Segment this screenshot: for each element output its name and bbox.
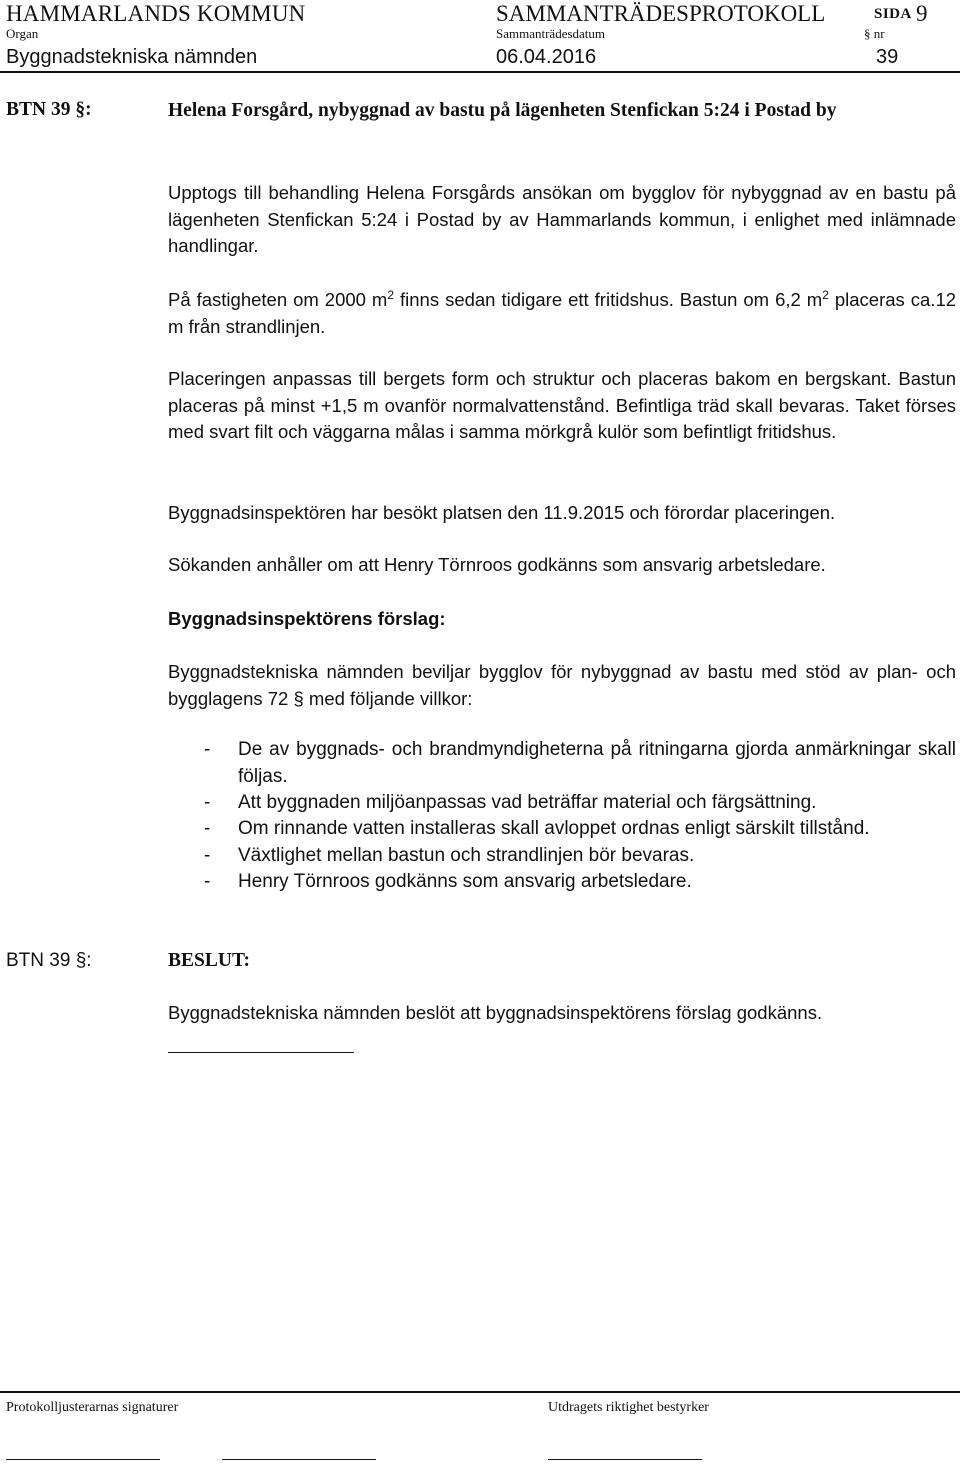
signature-line — [6, 1459, 160, 1460]
decision-heading: BESLUT: — [168, 950, 250, 971]
condition-item: Om rinnande vatten installeras skall avloppet ordnas enligt särskilt tillstånd. — [238, 818, 870, 839]
item-title: Helena Forsgård, nybyggnad av bastu på lägenheten Stenfickan 5:24 i Postad by — [168, 100, 837, 121]
list-dash: - — [204, 792, 211, 813]
signature-line — [222, 1459, 376, 1460]
footer-signatures-label: Protokolljusterarnas signaturer — [6, 1400, 179, 1415]
decision-reference: BTN 39 §: — [6, 950, 92, 971]
paragraph-supervisor: Sökanden anhåller om att Henry Törnroos godkänns som ansvarig arbetsledare. — [168, 554, 826, 575]
footer-divider — [0, 1391, 960, 1393]
meeting-date: 06.04.2016 — [496, 46, 597, 68]
proposal-intro: Byggnadstekniska nämnden beviljar bygglov för nybyggnad av bastu med stöd av plan- och bygglagens 72 § med följande villkor: — [168, 661, 956, 709]
condition-item: Växtlighet mellan bastun och strandlinjen bör bevaras. — [238, 845, 695, 866]
end-rule — [168, 1052, 354, 1053]
organ-label: Organ — [6, 26, 39, 41]
municipality-name: HAMMARLANDS KOMMUN — [6, 1, 306, 26]
paragraph-property: På fastigheten om 2000 $m^2$ finns sedan tidigare ett fritidshus. Bastun om 6,2 $m^2$ placeras ca.12 m från strandlinjen. — [168, 287, 957, 337]
condition-item: Att byggnaden miljöanpassas vad beträffar material och färgsättning. — [238, 792, 817, 813]
list-dash: - — [204, 739, 211, 760]
list-dash: - — [204, 845, 211, 866]
condition-item: De av byggnads- och brandmyndigheterna på ritningarna gjorda anmärkningar skall följas. — [238, 739, 956, 787]
document-type: SAMMANTRÄDESPROTOKOLL — [496, 1, 826, 26]
header-divider — [0, 71, 960, 73]
section-number: 39 — [876, 46, 899, 68]
paragraph-application: Upptogs till behandling Helena Forsgårds ansökan om bygglov för nybyggnad av en bastu på lägenheten Stenfickan 5:24 i Postad by av Hammarlands kommun, i enlighet med inlämnade handlingar. — [168, 182, 956, 256]
page-label: SIDA — [874, 6, 912, 22]
decision-text: Byggnadstekniska nämnden beslöt att byggnadsinspektörens förslag godkänns. — [168, 1002, 823, 1023]
paragraph-inspection: Byggnadsinspektören har besökt platsen den 11.9.2015 och förordar placeringen. — [168, 502, 836, 523]
nr-label: § nr — [864, 26, 885, 41]
footer-certification-label: Utdragets riktighet bestyrker — [548, 1400, 709, 1415]
item-reference: BTN 39 §: — [6, 99, 92, 120]
list-dash: - — [204, 871, 211, 892]
paragraph-placement: Placeringen anpassas till bergets form och struktur och placeras bakom en bergskant. Bastun placeras på minst +1,5 m ovanför normalvattenstånd. Befintliga träd skall bevaras. Taket förses med svart filt och väggarna målas i samma mörkgrå kulör som befintligt fritidshus. — [168, 368, 956, 442]
list-dash: - — [204, 818, 211, 839]
date-label: Sammanträdesdatum — [496, 26, 606, 41]
signature-line — [548, 1459, 702, 1460]
proposal-heading: Byggnadsinspektörens förslag: — [168, 608, 446, 629]
condition-item: Henry Törnroos godkänns som ansvarig arbetsledare. — [238, 871, 692, 892]
organ-name: Byggnadstekniska nämnden — [6, 46, 258, 68]
page-number: 9 — [916, 1, 928, 26]
